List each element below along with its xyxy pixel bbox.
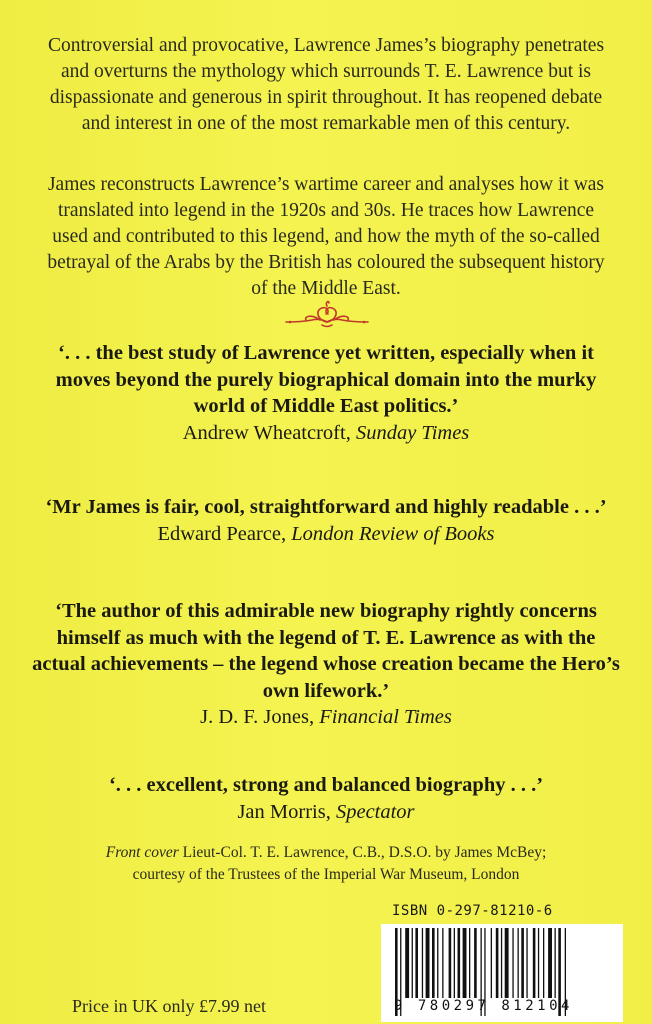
cover-credit: Front cover Lieut-Col. T. E. Lawrence, C.B., D.S.O. by James McBey; courtesy of the Trustees of the Imperial War Museum, London bbox=[105, 844, 547, 883]
review-publication: Sunday Times bbox=[355, 421, 470, 444]
review-author: Jan Morris, bbox=[237, 800, 331, 823]
review-publication: Spectator bbox=[335, 800, 415, 823]
review-publication: London Review of Books bbox=[291, 522, 495, 545]
blurb-paragraph-1: Controversial and provocative, Lawrence James’s biography penetrates and overturns the mythology which surrounds T. E. Lawrence but is dispassionate and generous in spirit throughout. It has reopened debate and interest in one of the most remarkable men of this century. bbox=[47, 35, 605, 134]
isbn-number: ISBN 0-297-81210-6 bbox=[392, 903, 553, 919]
review-quote-2: ‘Mr James is fair, cool, straightforward and highly readable . . .’ Edward Pearce, London Review of Books bbox=[45, 496, 607, 545]
review-author: Andrew Wheatcroft, bbox=[182, 421, 351, 444]
review-quote-1: ‘. . . the best study of Lawrence yet written, especially when it moves beyond the purely biographical domain into the murky world of Middle East politics.’ Andrew Wheatcroft, Sunday Times bbox=[55, 342, 597, 444]
barcode-digits: 9 780297 812104 bbox=[394, 998, 573, 1014]
review-author: Edward Pearce, bbox=[157, 522, 287, 545]
blurb-paragraph-2: James reconstructs Lawrence’s wartime career and analyses how it was translated into legend in the 1920s and 30s. He traces how Lawrence used and contributed to this legend, and how the myth of the so-called betrayal of the Arabs by the British has coloured the subsequent history of the Middle East. bbox=[47, 174, 605, 299]
review-publication: Financial Times bbox=[319, 706, 452, 728]
review-author: J. D. F. Jones, bbox=[200, 706, 315, 728]
price-label: Price in UK only £7.99 net bbox=[72, 996, 266, 1016]
review-quote-3: ‘The author of this admirable new biography rightly concerns himself as much with the legend of T. E. Lawrence as with the actual achievements – the legend whose creation became the Hero’s own lifework.’ J. D. F. Jones, Financial Times bbox=[32, 600, 620, 728]
cover-credit-label: Front cover bbox=[105, 844, 179, 861]
decorative-flourish-icon bbox=[282, 298, 372, 330]
review-quote-4: ‘. . . excellent, strong and balanced biography . . .’ Jan Morris, Spectator bbox=[108, 774, 544, 823]
